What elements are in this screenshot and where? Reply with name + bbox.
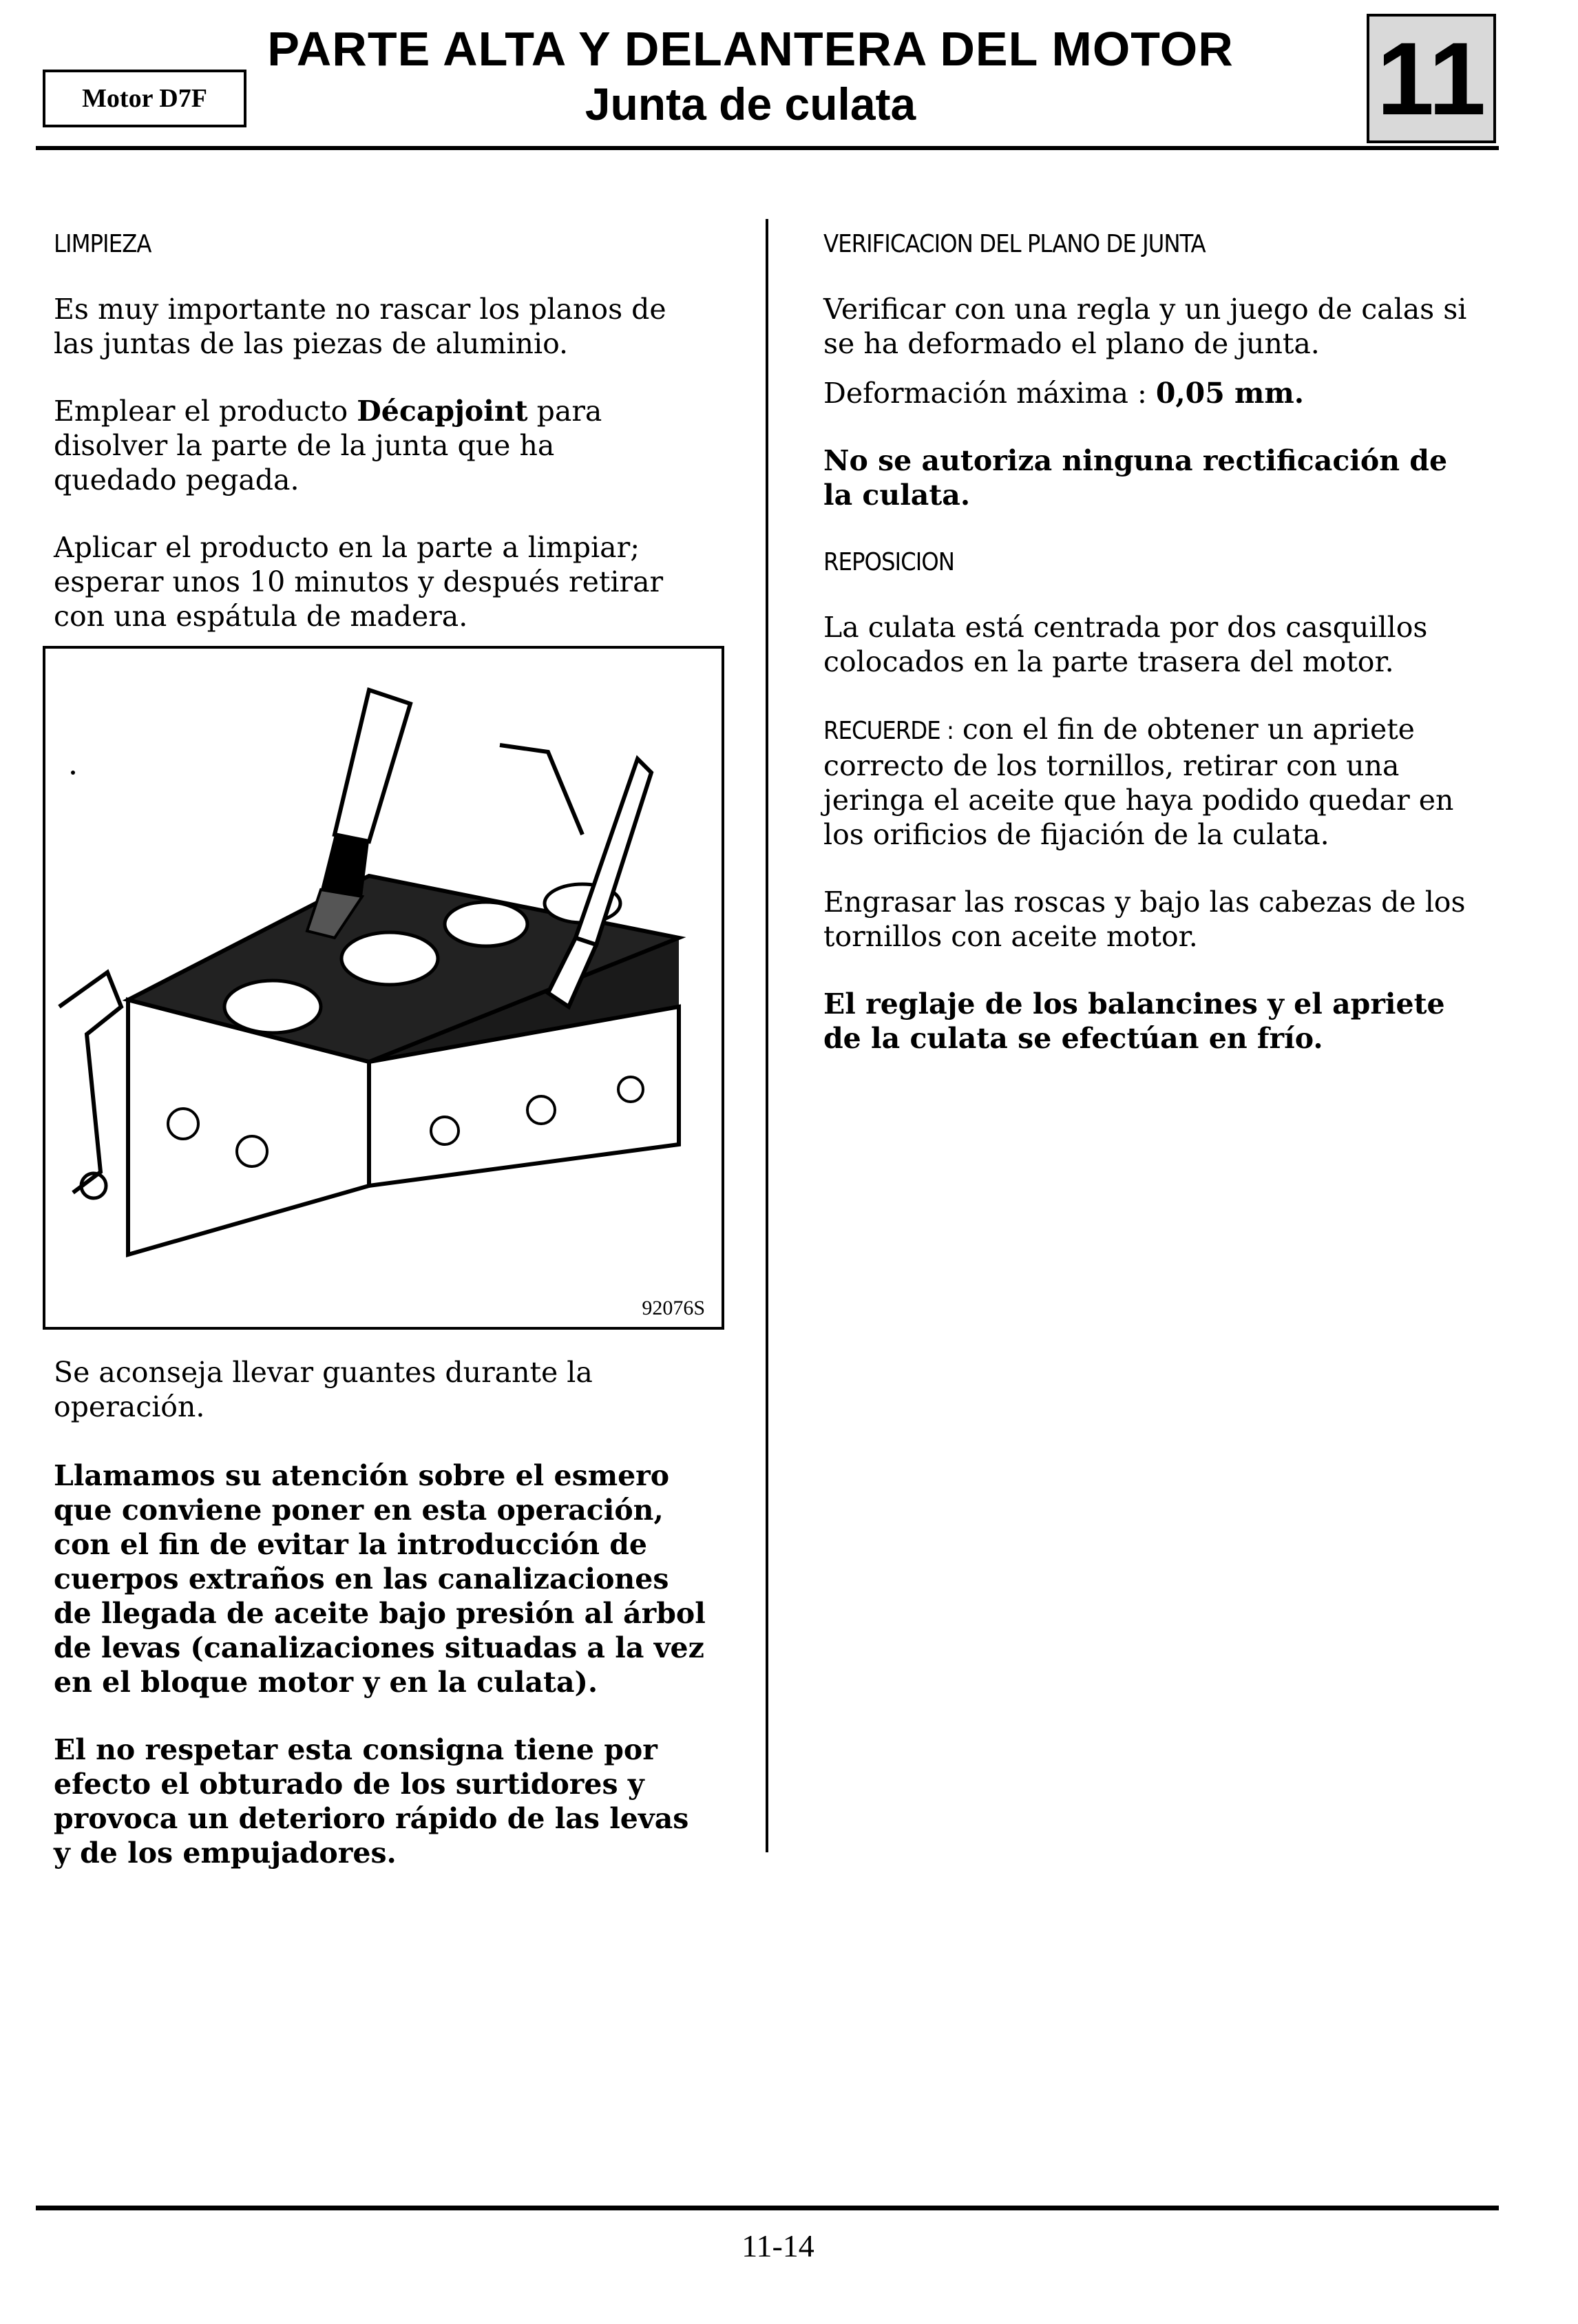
engine-model-label: Motor D7F [43, 70, 246, 127]
chapter-number: 11 [1367, 14, 1496, 143]
header-divider [36, 146, 1499, 150]
paragraph: Se aconseja llevar guantes durante la operación. [54, 1356, 593, 1423]
paragraph: Emplear el producto Décapjoint para disolver la parte de la junta que ha quedado pegada. [54, 395, 602, 496]
section-heading-reposicion: REPOSICION [823, 548, 954, 576]
paragraph: Aplicar el producto en la parte a limpiar; esperar unos 10 minutos y después retirar con una espátula de madera. [54, 531, 664, 633]
figure-reference-code: 92076S [642, 1297, 705, 1319]
section-heading-limpieza: LIMPIEZA [54, 230, 151, 258]
paragraph: Deformación máxima : 0,05 mm. [823, 377, 1305, 410]
left-column-lower [54, 1355, 728, 1870]
right-column [823, 227, 1484, 1056]
page-number: 11-14 [741, 2228, 814, 2263]
page-title-block [262, 21, 1239, 131]
paragraph: Es muy importante no rascar los planos de las juntas de las piezas de aluminio. [54, 293, 666, 360]
paragraph: La culata está centrada por dos casquillos colocados en la parte trasera del motor. [823, 611, 1428, 678]
max-deformation-value: 0,05 mm. [1155, 377, 1305, 410]
warning-paragraph: El reglaje de los balancines y el apriete de la culata se efectúan en frío. [823, 987, 1445, 1055]
paragraph: Verificar con una regla y un juego de calas si se ha deformado el plano de junta. [823, 293, 1467, 360]
paragraph: RECUERDE : con el fin de obtener un apriete correcto de los tornillos, retirar con una jeringa el aceite que haya podido quedar en los orificios de fijación de la culata. [823, 713, 1454, 851]
footer-divider [36, 2206, 1499, 2210]
warning-paragraph: El no respetar esta consigna tiene por efecto el obturado de los surtidores y provoca un deterioro rápido de las levas y de los empujadores. [54, 1733, 689, 1870]
product-name: Décapjoint [357, 395, 528, 428]
column-divider [766, 219, 768, 1852]
reminder-label: RECUERDE : [823, 717, 954, 745]
cylinder-head-drawing [45, 649, 722, 1327]
left-column [54, 227, 728, 634]
paragraph: Engrasar las roscas y bajo las cabezas de los tornillos con aceite motor. [823, 886, 1466, 953]
cylinder-head-illustration [43, 646, 724, 1330]
warning-paragraph: No se autoriza ninguna rectificación de la culata. [823, 444, 1448, 512]
section-heading-verificacion: VERIFICACION DEL PLANO DE JUNTA [823, 230, 1206, 258]
page-subtitle: Junta de culata [585, 78, 916, 129]
page-title: PARTE ALTA Y DELANTERA DEL MOTOR [267, 22, 1234, 76]
warning-paragraph: Llamamos su atención sobre el esmero que conviene poner en esta operación, con el fin de evitar la introducción de cuerpos extraños en las canalizaciones de llegada de aceite bajo presión al árbol de levas (canalizaciones situadas a la vez en el bloque motor y en la culata). [54, 1459, 706, 1699]
